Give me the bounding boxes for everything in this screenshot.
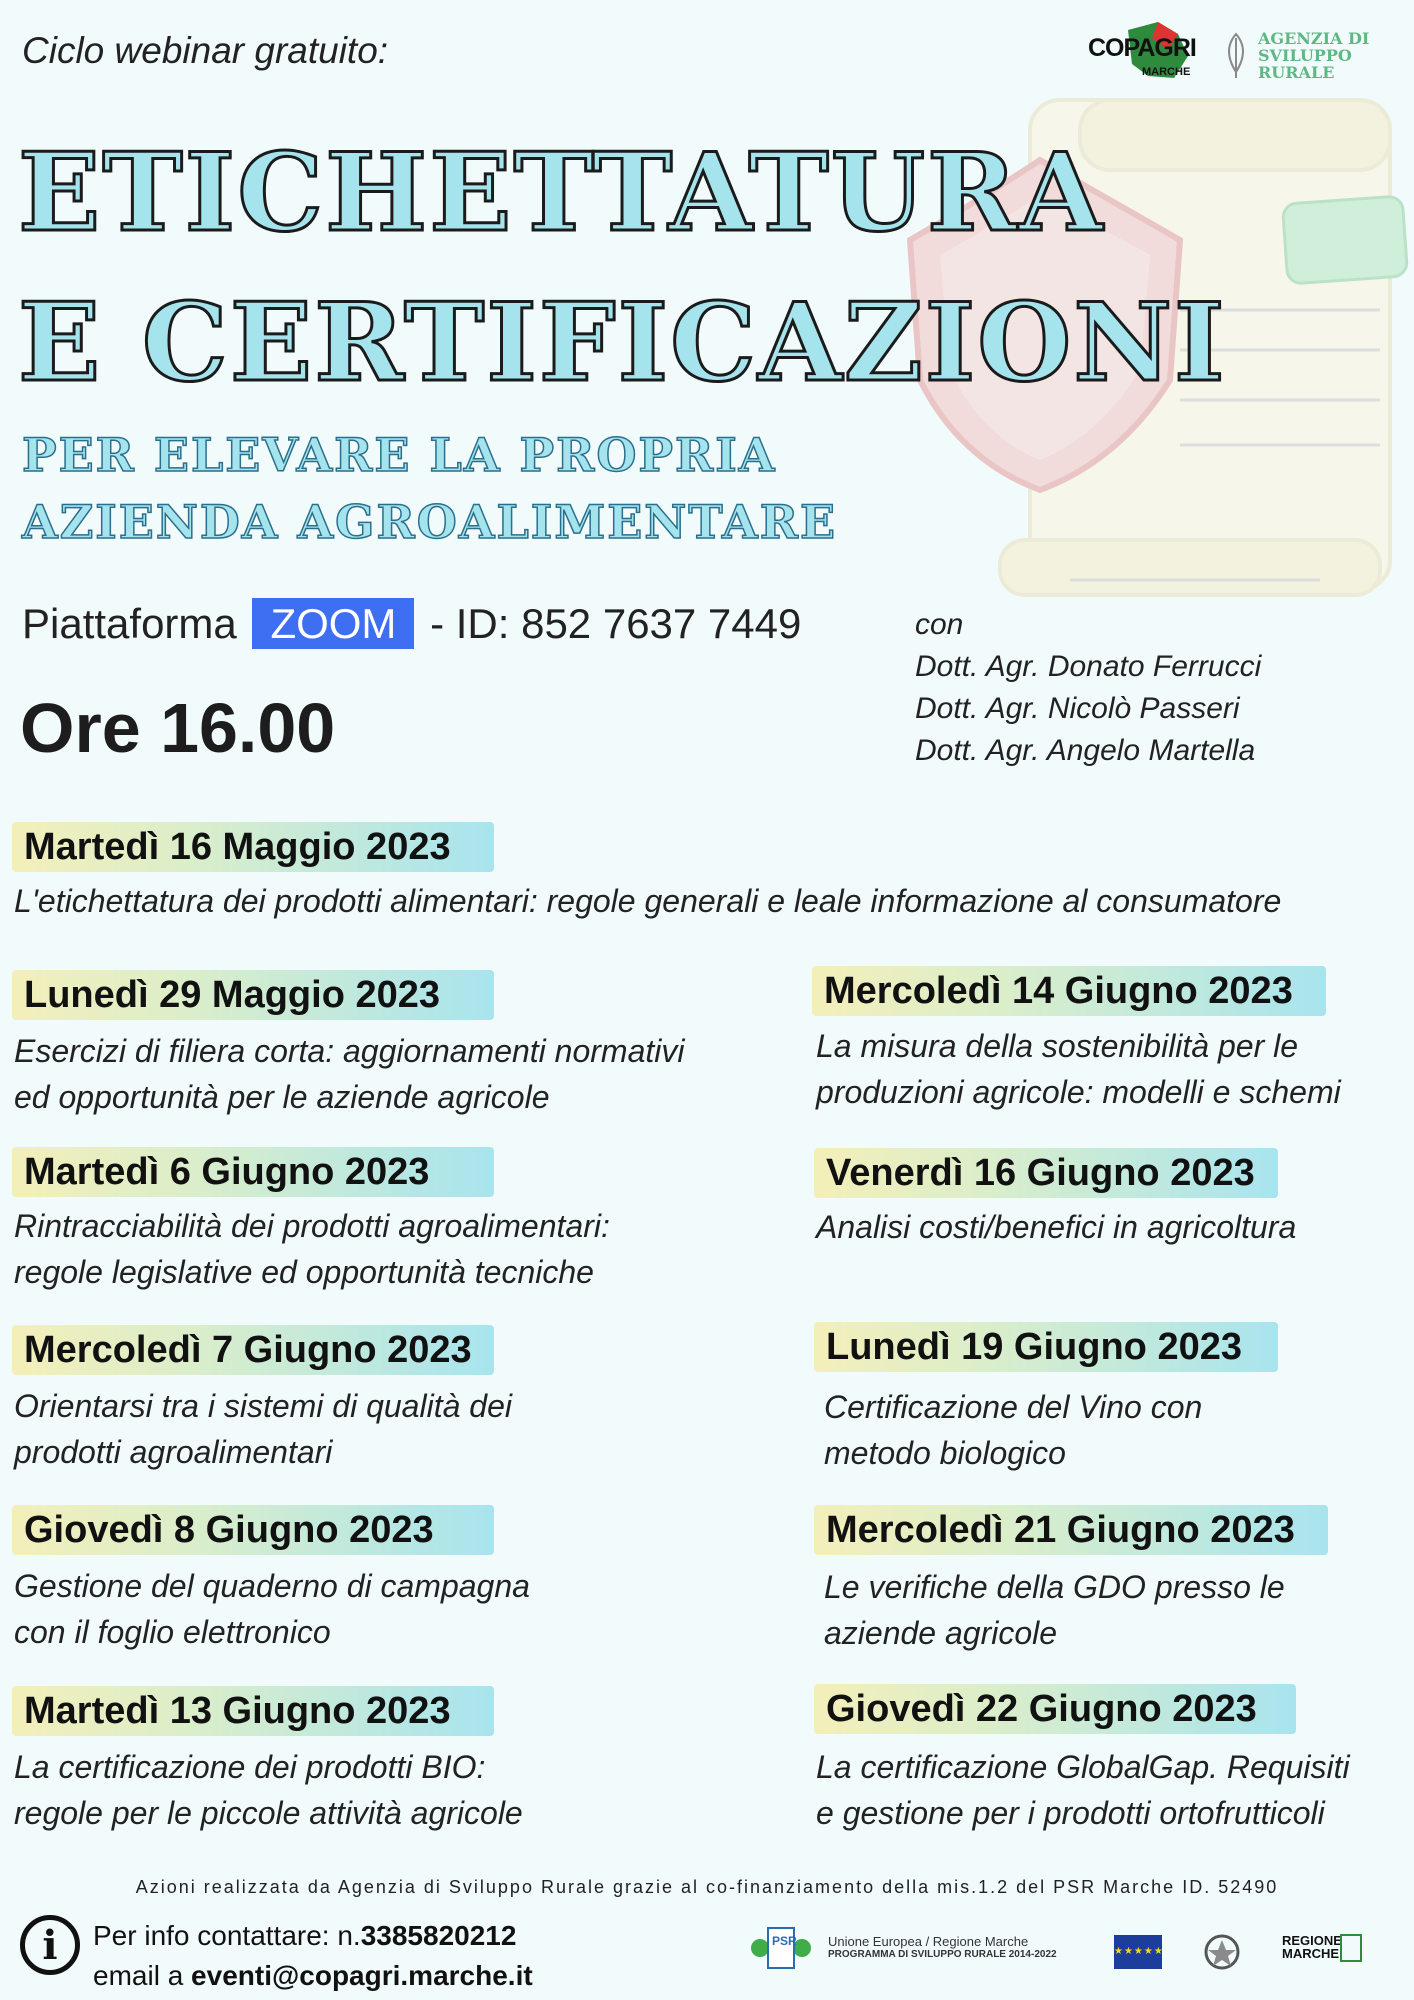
regione-label: REGIONE MARCHE	[1282, 1933, 1342, 1961]
session-date: Mercoledì 14 Giugno 2023	[812, 966, 1326, 1016]
session-desc: ed opportunità per le aziende agricole	[14, 1079, 550, 1115]
session-desc: con il foglio elettronico	[14, 1614, 331, 1650]
subtitle-line-2: AZIENDA AGROALIMENTARE	[22, 495, 838, 549]
session-date: Lunedì 19 Giugno 2023	[814, 1322, 1278, 1372]
session-desc: produzioni agricole: modelli e schemi	[816, 1074, 1341, 1110]
session-date: Giovedì 8 Giugno 2023	[12, 1505, 494, 1555]
ue-line-1: Unione Europea / Regione Marche	[828, 1934, 1029, 1949]
speaker: Dott. Agr. Nicolò Passeri	[915, 692, 1240, 725]
contact-phone-prefix: Per info contattare: n.	[93, 1920, 361, 1951]
platform-info	[22, 600, 801, 648]
subtitle-line-1: PER ELEVARE LA PROPRIA	[22, 428, 777, 482]
platform-prefix: Piattaforma	[22, 600, 237, 647]
session-desc: Gestione del quaderno di campagna	[14, 1568, 530, 1604]
italian-emblem-icon	[1202, 1930, 1242, 1974]
session-desc: La certificazione dei prodotti BIO:	[14, 1749, 486, 1785]
session-desc: La misura della sostenibilità per le	[816, 1028, 1299, 1064]
speaker: Dott. Agr. Donato Ferrucci	[915, 650, 1262, 683]
session-desc: Analisi costi/benefici in agricoltura	[816, 1209, 1297, 1245]
session-date: Martedì 6 Giugno 2023	[12, 1147, 494, 1197]
session-desc: Orientarsi tra i sistemi di qualità dei	[14, 1388, 512, 1424]
session-desc: metodo biologico	[824, 1435, 1066, 1471]
contact-email: eventi@copagri.marche.it	[191, 1960, 533, 1991]
title-line-2: E CERTIFICAZIONI	[18, 280, 1227, 406]
copagri-wordmark: COPAGRI	[1088, 34, 1196, 62]
speakers-block	[915, 604, 1261, 772]
session-desc: regole per le piccole attività agricole	[14, 1795, 523, 1831]
session-date: Martedì 13 Giugno 2023	[12, 1686, 494, 1736]
session-date: Mercoledì 21 Giugno 2023	[814, 1505, 1328, 1555]
copagri-sub: MARCHE	[1142, 66, 1191, 78]
intro-text: Ciclo webinar gratuito:	[22, 30, 389, 71]
session-desc: aziende agricole	[824, 1615, 1058, 1651]
session-desc: prodotti agroalimentari	[14, 1434, 333, 1470]
session-desc: La certificazione GlobalGap. Requisiti	[816, 1749, 1350, 1785]
contact-block	[93, 1916, 533, 1996]
session-desc: regole legislative ed opportunità tecniche	[14, 1254, 594, 1290]
copagri-logo	[1088, 18, 1206, 84]
session-date: Lunedì 29 Maggio 2023	[12, 970, 494, 1020]
session-desc: Certificazione del Vino con	[824, 1389, 1203, 1425]
ue-line-2: PROGRAMMA DI SVILUPPO RURALE 2014-2022	[828, 1949, 1057, 1960]
contact-email-prefix: email a	[93, 1960, 192, 1991]
meeting-id: - ID: 852 7637 7449	[430, 600, 802, 647]
psr-emblem-icon	[748, 1920, 814, 1976]
psr-label: PSR	[772, 1934, 797, 1948]
session-date: Giovedì 22 Giugno 2023	[814, 1684, 1296, 1734]
speaker: Dott. Agr. Angelo Martella	[915, 734, 1256, 767]
regione-marche-logo	[1282, 1934, 1362, 1960]
session-date: Martedì 16 Maggio 2023	[12, 822, 494, 872]
zoom-badge: ZOOM	[252, 598, 414, 649]
leaf-icon	[1222, 32, 1250, 78]
regione-shield-icon	[1340, 1934, 1362, 1962]
contact-phone: 3385820212	[360, 1920, 517, 1951]
speakers-intro: con	[915, 608, 964, 641]
funding-footnote: Azioni realizzata da Agenzia di Sviluppo Rurale grazie al co-finanziamento della mis.1.2 del PSR Marche ID. 52490	[135, 1877, 1279, 1897]
asr-wordmark: AGENZIA DI SVILUPPO RURALE	[1258, 29, 1370, 82]
ue-program-logo	[828, 1934, 1057, 1960]
session-date: Venerdì 16 Giugno 2023	[814, 1148, 1278, 1198]
eu-flag-icon: ★★★★★	[1114, 1935, 1162, 1969]
session-desc: Rintracciabilità dei prodotti agroalimentari:	[14, 1208, 610, 1244]
psr-logo	[748, 1920, 814, 1976]
title-line-1: ETICHETTATURA	[18, 130, 1105, 256]
session-desc: Esercizi di filiera corta: aggiornamenti normativi	[14, 1033, 685, 1069]
session-desc: Le verifiche della GDO presso le	[824, 1569, 1285, 1605]
session-desc: e gestione per i prodotti ortofrutticoli	[816, 1795, 1325, 1831]
event-time: Ore 16.00	[20, 689, 336, 767]
info-icon: i	[20, 1915, 80, 1975]
session-date: Mercoledì 7 Giugno 2023	[12, 1325, 494, 1375]
session-desc: L'etichettatura dei prodotti alimentari: regole generali e leale informazione al consumatore	[14, 883, 1282, 919]
